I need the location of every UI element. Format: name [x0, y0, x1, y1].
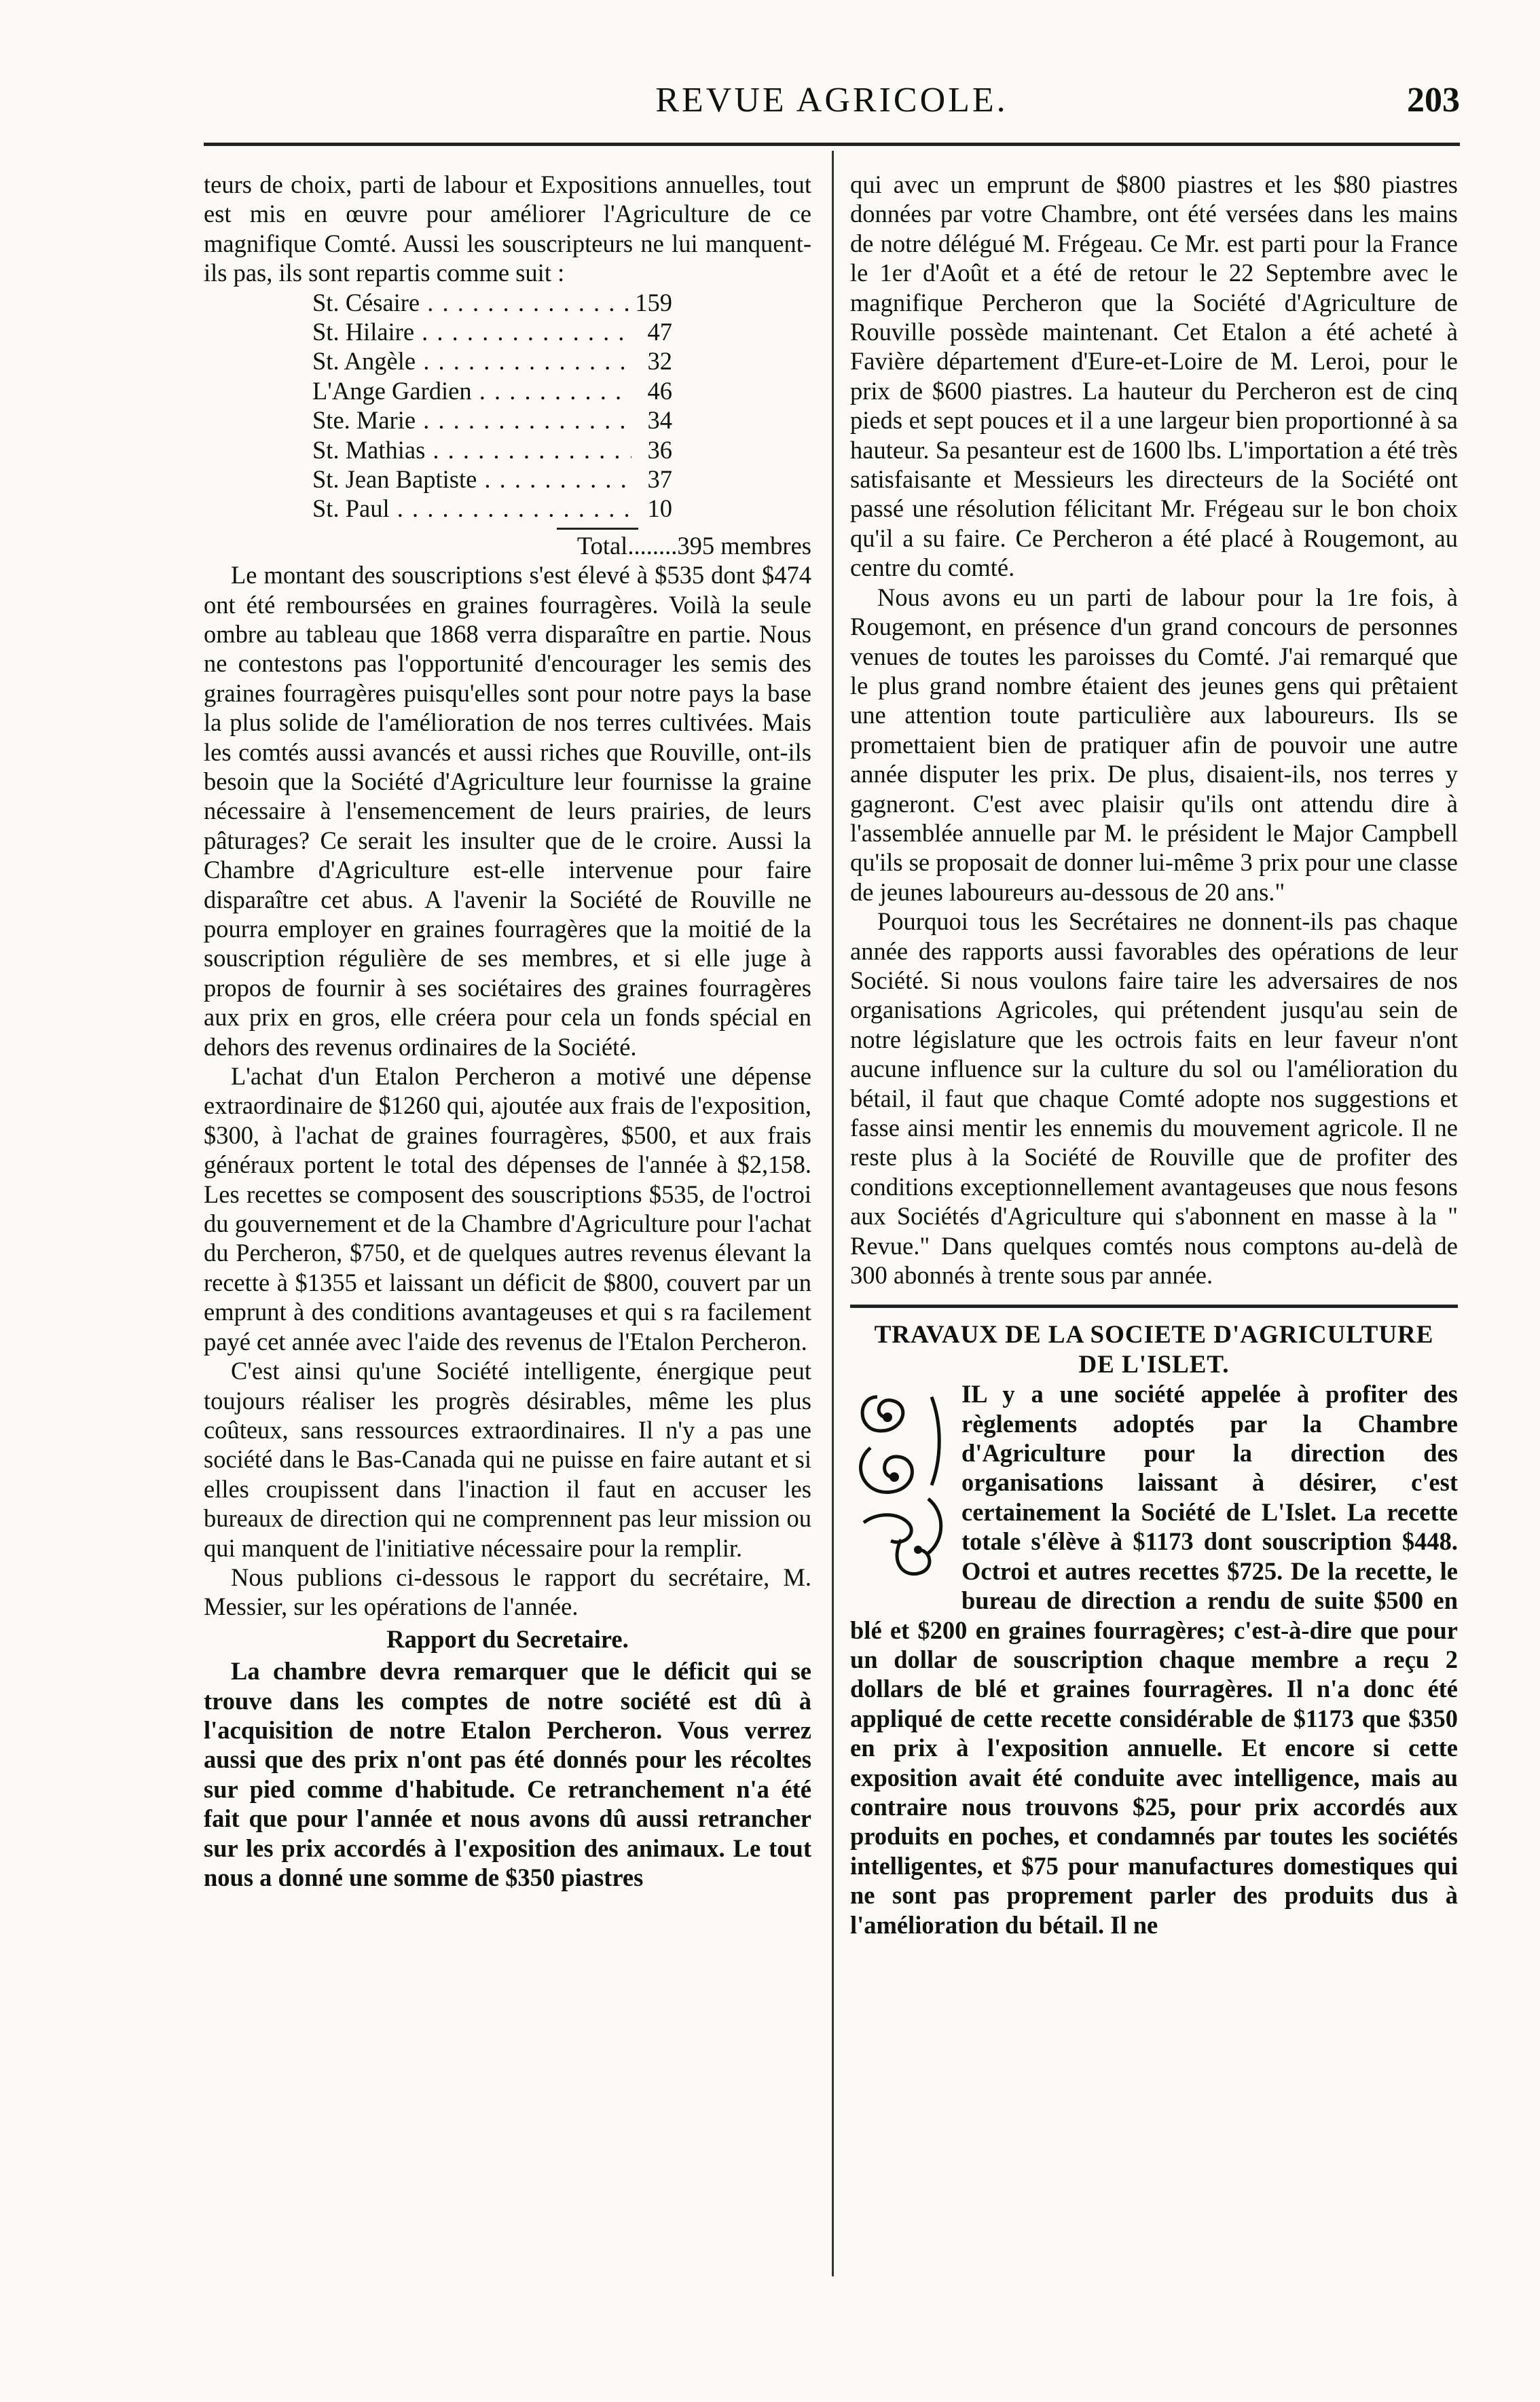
subheading: Rapport du Secretaire.	[386, 1624, 629, 1653]
tally-count: 159	[635, 288, 672, 316]
paragraph: C'est ainsi qu'une Société intelligente, énergique peut toujours réaliser les progrès désirables, même les plus coûteux, sans ressources extraordinaires. Il n'y a pas une société dans le Bas-Canada qui ne puisse en faire autant et si elles croupissent dans l'inaction il faut en accuser les bureaux de direction qui ne comprennent pas leur mission ou qui manquent de l'initiative nécessaire pour la remplir.	[204, 1357, 811, 1562]
tally-name: St. Césaire . . .	[312, 288, 631, 317]
right-column	[850, 170, 1458, 1940]
tally-row	[312, 494, 811, 523]
ornamental-initial-icon	[850, 1383, 952, 1587]
tally-count: 46	[647, 376, 672, 405]
tally-name: St. Angèle . . .	[312, 346, 631, 376]
tally-row	[312, 435, 811, 465]
tally-name: St. Paul . . .	[312, 494, 631, 523]
left-column	[204, 170, 811, 1892]
tally-rule	[557, 528, 638, 530]
tally-name: St. Jean Baptiste . . .	[312, 465, 631, 494]
paragraph: Nous avons eu un parti de labour pour la 1re fois, à Rougemont, en présence d'un grand concours de personnes venues de toutes les paroisses du Comté. J'ai remarqué que le plus grand nombre étaient des jeunes gens qui prêtaient une attention toute particulière aux laboureurs. Ils se promettaient bien de pratiquer afin de pouvoir une autre année disputer les prix. De plus, disaient-ils, nos terres y gagneront. C'est avec plaisir qu'ils ont attendu dire à l'assemblée annuelle par M. le président le Major Campbell qu'ils se proposait de donner lui-même 3 prix pour une classe de jeunes laboureurs au-dessous de 20 ans."	[850, 583, 1458, 906]
tally-count: 32	[647, 347, 672, 376]
tally-row	[312, 346, 811, 376]
paragraph: teurs de choix, parti de labour et Expositions annuelles, tout est mis en œuvre pour améliorer l'Agriculture de ce magnifique Comté. Aussi les souscripteurs ne lui manquent-ils pas, ils sont repartis comme suit :	[204, 170, 811, 287]
tally-name: St. Mathias . . .	[312, 435, 631, 465]
column-divider	[832, 151, 834, 2276]
paragraph: Nous publions ci-dessous le rapport du secrétaire, M. Messier, sur les opérations de l'année.	[204, 1563, 811, 1621]
paragraph: IL y a une société appelée à profiter des règlements adoptés par la Chambre d'Agriculture pour la direction des organisations laissant à désirer, c'est certainement la Société de L'Islet. La recette totale s'élève à $1173 dont souscription $448. Octroi et autres recettes $725. De la recette, le bureau de direction a rendu de suite $500 en blé et $200 en graines fourragères; c'est-à-dire que pour un dollar de souscription chaque membre a reçu 2 dollars de blé et graines fourragères. Il n'a donc été appliqué de cette recette considérable de $1173 que $350 en prix à l'exposition annuelle. Et encore si cette exposition avait été conduite avec intelligence, mais au contraire nous trouvons $25, pour prix accordés aux produits en poches, et condamnés par toutes les sociétés intelligentes, et $75 pour manufactures domestiques qui ne sont pas proprement parler des produits dus à l'amélioration du bétail. Il ne	[850, 1380, 1458, 1939]
section-heading: DE L'ISLET.	[1078, 1350, 1230, 1379]
tally-row	[312, 405, 811, 435]
tally-name: St. Hilaire . . .	[312, 317, 631, 346]
paragraph: Le montant des souscriptions s'est élevé à $535 dont $474 ont été remboursées en graines fourragères. Voilà la seule ombre au tableau que 1868 verra disparaître en partie. Nous ne contestons pas l'opportunité d'encourager les semis des graines fourragères puisqu'elles sont pour notre pays la base la plus solide de l'amélioration de nos terres cultivées. Mais les comtés aussi avancés et aussi riches que Rouville, ont-ils besoin que la Société d'Agriculture leur fournisse la graine nécessaire à l'ensemencement de leurs prairies, de leurs pâturages? Ce serait les insulter que de le croire. Aussi la Chambre d'Agriculture est-elle intervenue pour faire disparaître cet abus. A l'avenir la Société de Rouville ne pourra employer en graines fourragères que la moitié de la souscription régulière de ses membres, et si elle juge à propos de fournir à ses sociétaires des graines fourragères aux prix en gros, elle créera pour cela un fonds spécial en dehors des revenus ordinaires de la Société.	[204, 561, 811, 1061]
tally-total: Total........395 membres	[576, 531, 811, 560]
tally-name: Ste. Marie . . .	[312, 405, 631, 435]
running-title: REVUE AGRICOLE.	[655, 81, 1008, 120]
section-rule	[850, 1305, 1458, 1308]
paragraph: La chambre devra remarquer que le déficit qui se trouve dans les comptes de notre société est dû à l'acquisition de notre Etalon Percheron. Vous verrez aussi que des prix n'ont pas été donnés pour les récoltes sur pied comme d'habitude. Ce retranchement n'a été fait que pour l'année et nous avons dû aussi retrancher sur les prix accordés à l'exposition des animaux. Le tout nous a donné une somme de $350 piastres	[204, 1657, 811, 1892]
tally-count: 37	[647, 465, 672, 493]
tally-count: 10	[647, 494, 672, 523]
tally-row	[312, 465, 811, 494]
paragraph: qui avec un emprunt de $800 piastres et les $80 piastres données par votre Chambre, ont été versées dans les mains de notre délégué M. Frégeau. Ce Mr. est parti pour la France le 1er d'Août et a été de retour le 22 Septembre avec le magnifique Percheron que la Société d'Agriculture de Rouville possède maintenant. Cet Etalon a été acheté à Favière département d'Eure-et-Loire de M. Leroi, pour le prix de $600 piastres. La hauteur du Percheron est de cinq pieds et sept pouces et il a une largeur bien proportionné à sa hauteur. Sa pesanteur est de 1600 lbs. L'importation a été très satisfaisante et Messieurs les directeurs de la Société ont passé une résolution félicitant Mr. Frégeau sur le bon choix qu'il a su faire. Ce Percheron a été placé à Rougemont, au centre du comté.	[850, 170, 1458, 582]
tally-row	[312, 317, 811, 346]
section-heading: TRAVAUX DE LA SOCIETE D'AGRICULTURE	[874, 1321, 1434, 1349]
tally-name: L'Ange Gardien . . .	[312, 376, 631, 405]
tally-row	[312, 288, 811, 317]
running-head	[204, 80, 1460, 134]
dropcap-paragraph	[850, 1379, 1458, 1940]
tally-row	[312, 376, 811, 405]
subscriber-tally	[312, 288, 811, 530]
tally-count: 34	[647, 406, 672, 435]
tally-count: 36	[647, 435, 672, 464]
paragraph: L'achat d'un Etalon Percheron a motivé une dépense extraordinaire de $1260 qui, ajoutée aux frais de l'exposition, $300, à l'achat de graines fourragères, $500, et aux frais généraux portent le total des dépenses de l'année à $2,158. Les recettes se composent des souscriptions $535, de l'octroi du gouvernement et de la Chambre d'Agriculture pour l'achat du Percheron, $750, et de quelques autres revenus élevant la recette à $1355 et laissant un déficit de $800, couvert par un emprunt à des conditions avantageuses et qui s ra facilement payé cet année avec l'aide des revenus de l'Etalon Percheron.	[204, 1062, 811, 1355]
header-rule	[204, 143, 1460, 146]
tally-count: 47	[647, 318, 672, 346]
paragraph: Pourquoi tous les Secrétaires ne donnent-ils pas chaque année des rapports aussi favorables des opérations de leur Société. Si nous voulons faire taire les adversaires de nos organisations Agricoles, qui prétendent jusqu'au sein de notre législature que les octrois faits en leur faveur n'ont aucune influence sur la culture du sol ou l'amélioration du bétail, il faut que chaque Comté adopte nos suggestions et fasse ainsi mentir les ennemis du mouvement agricole. Il ne reste plus à la Société de Rouville que de profiter des conditions exceptionnellement avantageuses que nous fesons aux Sociétés d'Agriculture qui s'abonnent en masse à la " Revue." Dans quelques comtés nous comptons au-delà de 300 abonnés à trente sous par année.	[850, 907, 1458, 1290]
page-number: 203	[1407, 81, 1460, 120]
